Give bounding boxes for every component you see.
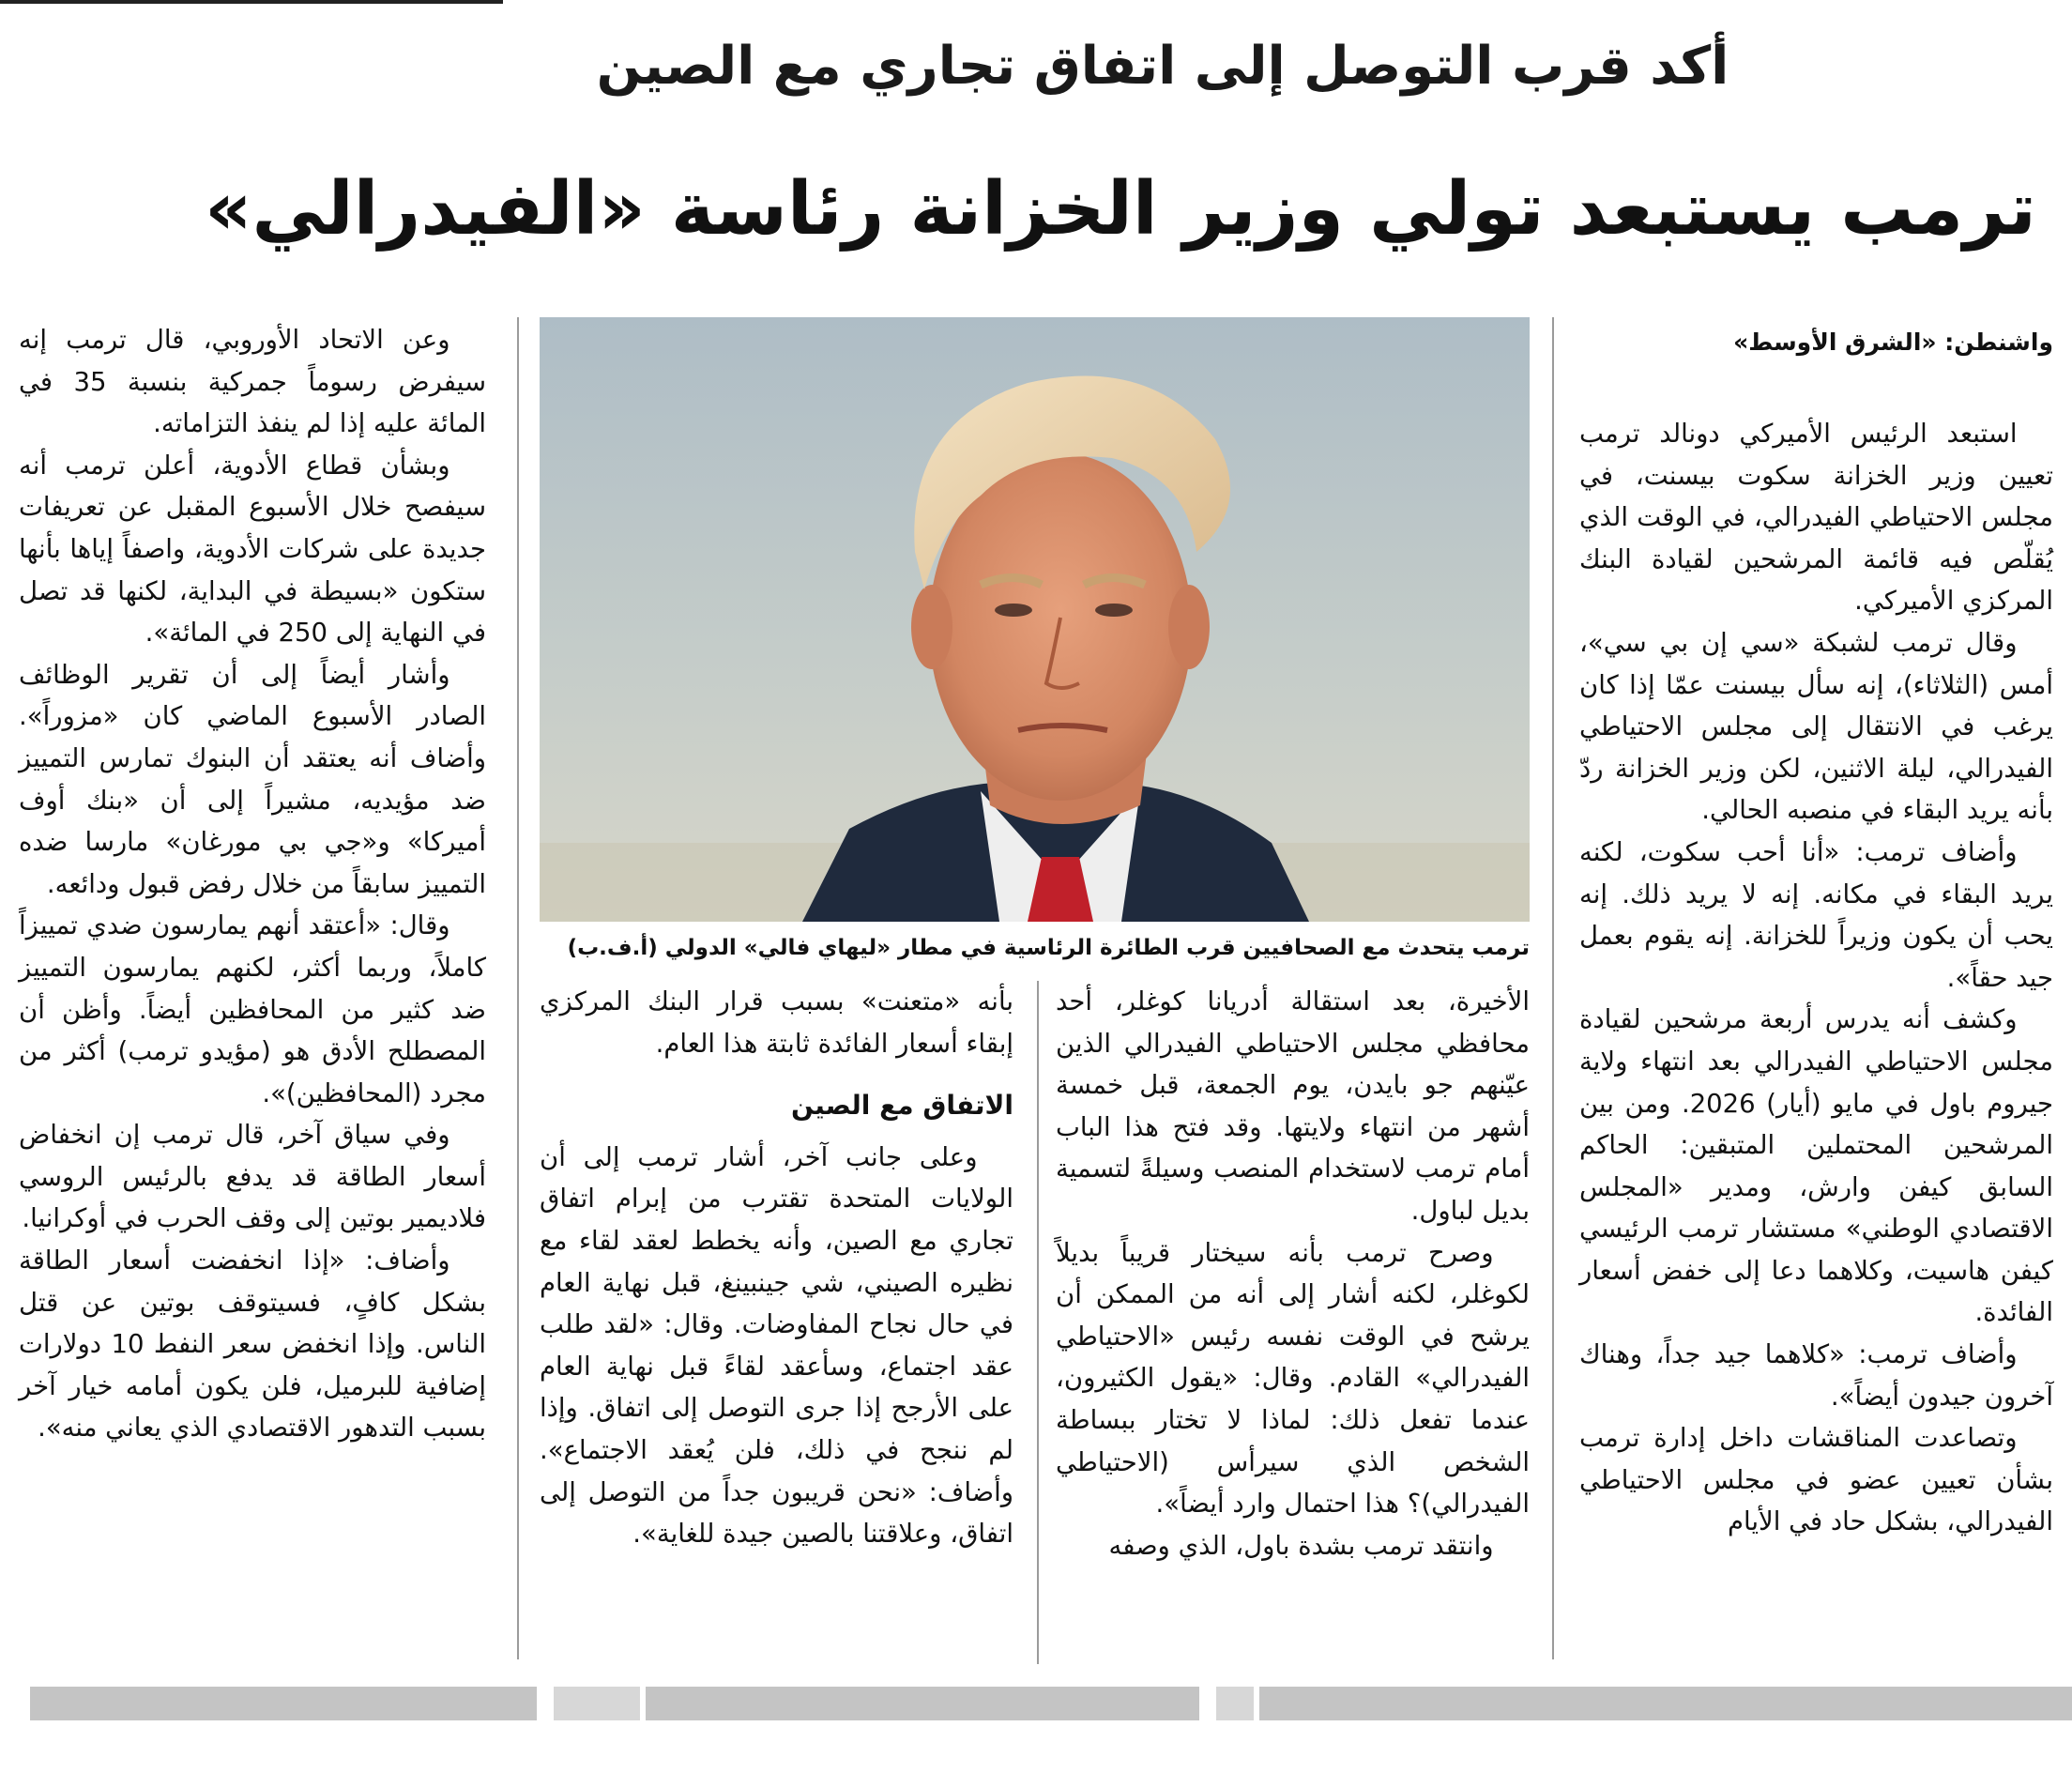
article-column-3 bbox=[540, 981, 1013, 1555]
column-divider bbox=[1037, 981, 1039, 1664]
main-headline: ترمب يستبعد تولي وزير الخزانة رئاسة «الفيدرالي» bbox=[205, 167, 2036, 252]
paragraph: وفي سياق آخر، قال ترمب إن انخفاض أسعار الطاقة قد يدفع بالرئيس الروسي فلاديمير بوتين إلى وقف الحرب في أوكرانيا. bbox=[19, 1120, 486, 1234]
paragraph: وبشأن قطاع الأدوية، أعلن ترمب أنه سيفصح خلال الأسبوع المقبل عن تعريفات جديدة على شركات الأدوية، واصفاً إياها بأنها ستكون «بسيطة في البداية، لكنها قد تصل في النهاية إلى 250 في المائة». bbox=[19, 450, 486, 649]
photo-caption: ترمب يتحدث مع الصحافيين قرب الطائرة الرئاسية في مطار «ليهاي فالي» الدولي (أ.ف.ب) bbox=[567, 936, 1530, 960]
section-subheading: الاتفاق مع الصين bbox=[791, 1090, 1013, 1122]
column-divider bbox=[1552, 317, 1554, 1659]
article-column-4 bbox=[19, 319, 486, 1449]
column-divider bbox=[517, 317, 519, 1659]
paragraph: وأضاف ترمب: «كلاهما جيد جداً، وهناك آخرون جيدون أيضاً». bbox=[1579, 1339, 2053, 1412]
article-column-1 bbox=[1579, 413, 2053, 1543]
paragraph: بأنه «متعنت» بسبب قرار البنك المركزي إبقاء أسعار الفائدة ثابتة هذا العام. bbox=[540, 986, 1013, 1059]
paragraph: وأشار أيضاً إلى أن تقرير الوظائف الصادر الأسبوع الماضي كان «مزوراً». وأضاف أنه يعتقد أن البنوك تمارس التمييز ضد مؤيديه، مشيراً إلى أن «بنك أوف أميركا» و«جي بي مورغان» مارسا ضده التمييز سابقاً من خلال رفض قبول ودائعه. bbox=[19, 659, 486, 899]
paragraph: وكشف أنه يدرس أربعة مرشحين لقيادة مجلس الاحتياطي الفيدرالي بعد انتهاء ولاية جيروم باول في مايو (أيار) 2026. ومن بين المرشحين المحتملين المتبقين: الحاكم السابق كيفن وارش، ومدير «المجلس الاقتصادي الوطني» مستشار ترمب الرئيسي كيفن هاسيت، وكلاهما دعا إلى خفض أسعار الفائدة. bbox=[1579, 1004, 2053, 1328]
news-photo bbox=[540, 317, 1530, 922]
footer-bar bbox=[30, 1687, 2072, 1720]
portrait-illustration bbox=[540, 317, 1530, 922]
paragraph: وقال ترمب لشبكة «سي إن بي سي»، أمس (الثلاثاء)، إنه سأل بيسنت عمّا إذا كان يرغب في الانتقال إلى مجلس الاحتياطي الفيدرالي، ليلة الاثنين، لكن وزير الخزانة ردّ بأنه يريد البقاء في منصبه الحالي. bbox=[1579, 627, 2053, 826]
article-column-2 bbox=[1056, 981, 1530, 1566]
paragraph: وانتقد ترمب بشدة باول، الذي وصفه bbox=[1108, 1530, 1494, 1561]
paragraph: وعن الاتحاد الأوروبي، قال ترمب إنه سيفرض رسوماً جمركية بنسبة 35 في المائة عليه إذا لم ينفذ التزاماته. bbox=[19, 325, 486, 439]
paragraph: وقال: «أعتقد أنهم يمارسون ضدي تمييزاً كاملاً، وربما أكثر، لكنهم يمارسون التمييز ضد كثير من المحافظين أيضاً. وأظن أن المصطلح الأدق هو (مؤيدو ترمب) أكثر من مجرد (المحافظين)». bbox=[19, 910, 486, 1108]
paragraph: استبعد الرئيس الأميركي دونالد ترمب تعيين وزير الخزانة سكوت بيسنت، في مجلس الاحتياطي الفيدرالي، في الوقت الذي يُقلّص فيه قائمة المرشحين لقيادة البنك المركزي الأميركي. bbox=[1579, 419, 2053, 617]
paragraph: الأخيرة، بعد استقالة أدريانا كوغلر، أحد محافظي مجلس الاحتياطي الفيدرالي الذين عيّنهم جو بايدن، يوم الجمعة، قبل خمسة أشهر من انتهاء ولايتها. وقد فتح هذا الباب أمام ترمب لاستخدام المنصب وسيلةً لتسمية بديل لباول. bbox=[1056, 986, 1530, 1226]
paragraph: وعلى جانب آخر، أشار ترمب إلى أن الولايات المتحدة تقترب من إبرام اتفاق تجاري مع الصين، وأنه يخطط لعقد لقاء مع نظيره الصيني، شي جينبينغ، قبل نهاية العام في حال نجاح المفاوضات. وقال: «لقد طلب عقد اجتماع، وسأعقد لقاءً قبل نهاية العام على الأرجح إذا جرى التوصل إلى اتفاق. وإذا لم ننجح في ذلك، فلن يُعقد الاجتماع». وأضاف: «نحن قريبون جداً من التوصل إلى اتفاق، وعلاقتنا بالصين جيدة للغاية». bbox=[540, 1141, 1013, 1550]
paragraph: وتصاعدت المناقشات داخل إدارة ترمب بشأن تعيين عضو في مجلس الاحتياطي الفيدرالي، بشكل حاد في الأيام bbox=[1579, 1423, 2053, 1537]
paragraph: وصرح ترمب بأنه سيختار قريباً بديلاً لكوغلر، لكنه أشار إلى أنه من الممكن أن يرشح في الوقت نفسه رئيس «الاحتياطي الفيدرالي» القادم. وقال: «يقول الكثيرون، عندما تفعل ذلك: لماذا لا تختار ببساطة الشخص الذي سيرأس (الاحتياطي الفيدرالي)؟ هذا احتمال وارد أيضاً». bbox=[1056, 1237, 1530, 1520]
paragraph: وأضاف ترمب: «أنا أحب سكوت، لكنه يريد البقاء في مكانه. إنه لا يريد ذلك. إنه يحب أن يكون وزيراً للخزانة. إنه يقوم بعمل جيد حقاً». bbox=[1579, 836, 2053, 993]
kicker-headline: أكد قرب التوصل إلى اتفاق تجاري مع الصين bbox=[596, 36, 1729, 97]
dateline: واشنطن: «الشرق الأوسط» bbox=[1733, 329, 2053, 356]
paragraph: وأضاف: «إذا انخفضت أسعار الطاقة بشكل كافٍ، فسيتوقف بوتين عن قتل الناس. وإذا انخفض سعر النفط 10 دولارات إضافية للبرميل، فلن يكون أمامه خيار آخر بسبب التدهور الاقتصادي الذي يعاني منه». bbox=[19, 1245, 486, 1444]
top-rule bbox=[0, 0, 503, 4]
